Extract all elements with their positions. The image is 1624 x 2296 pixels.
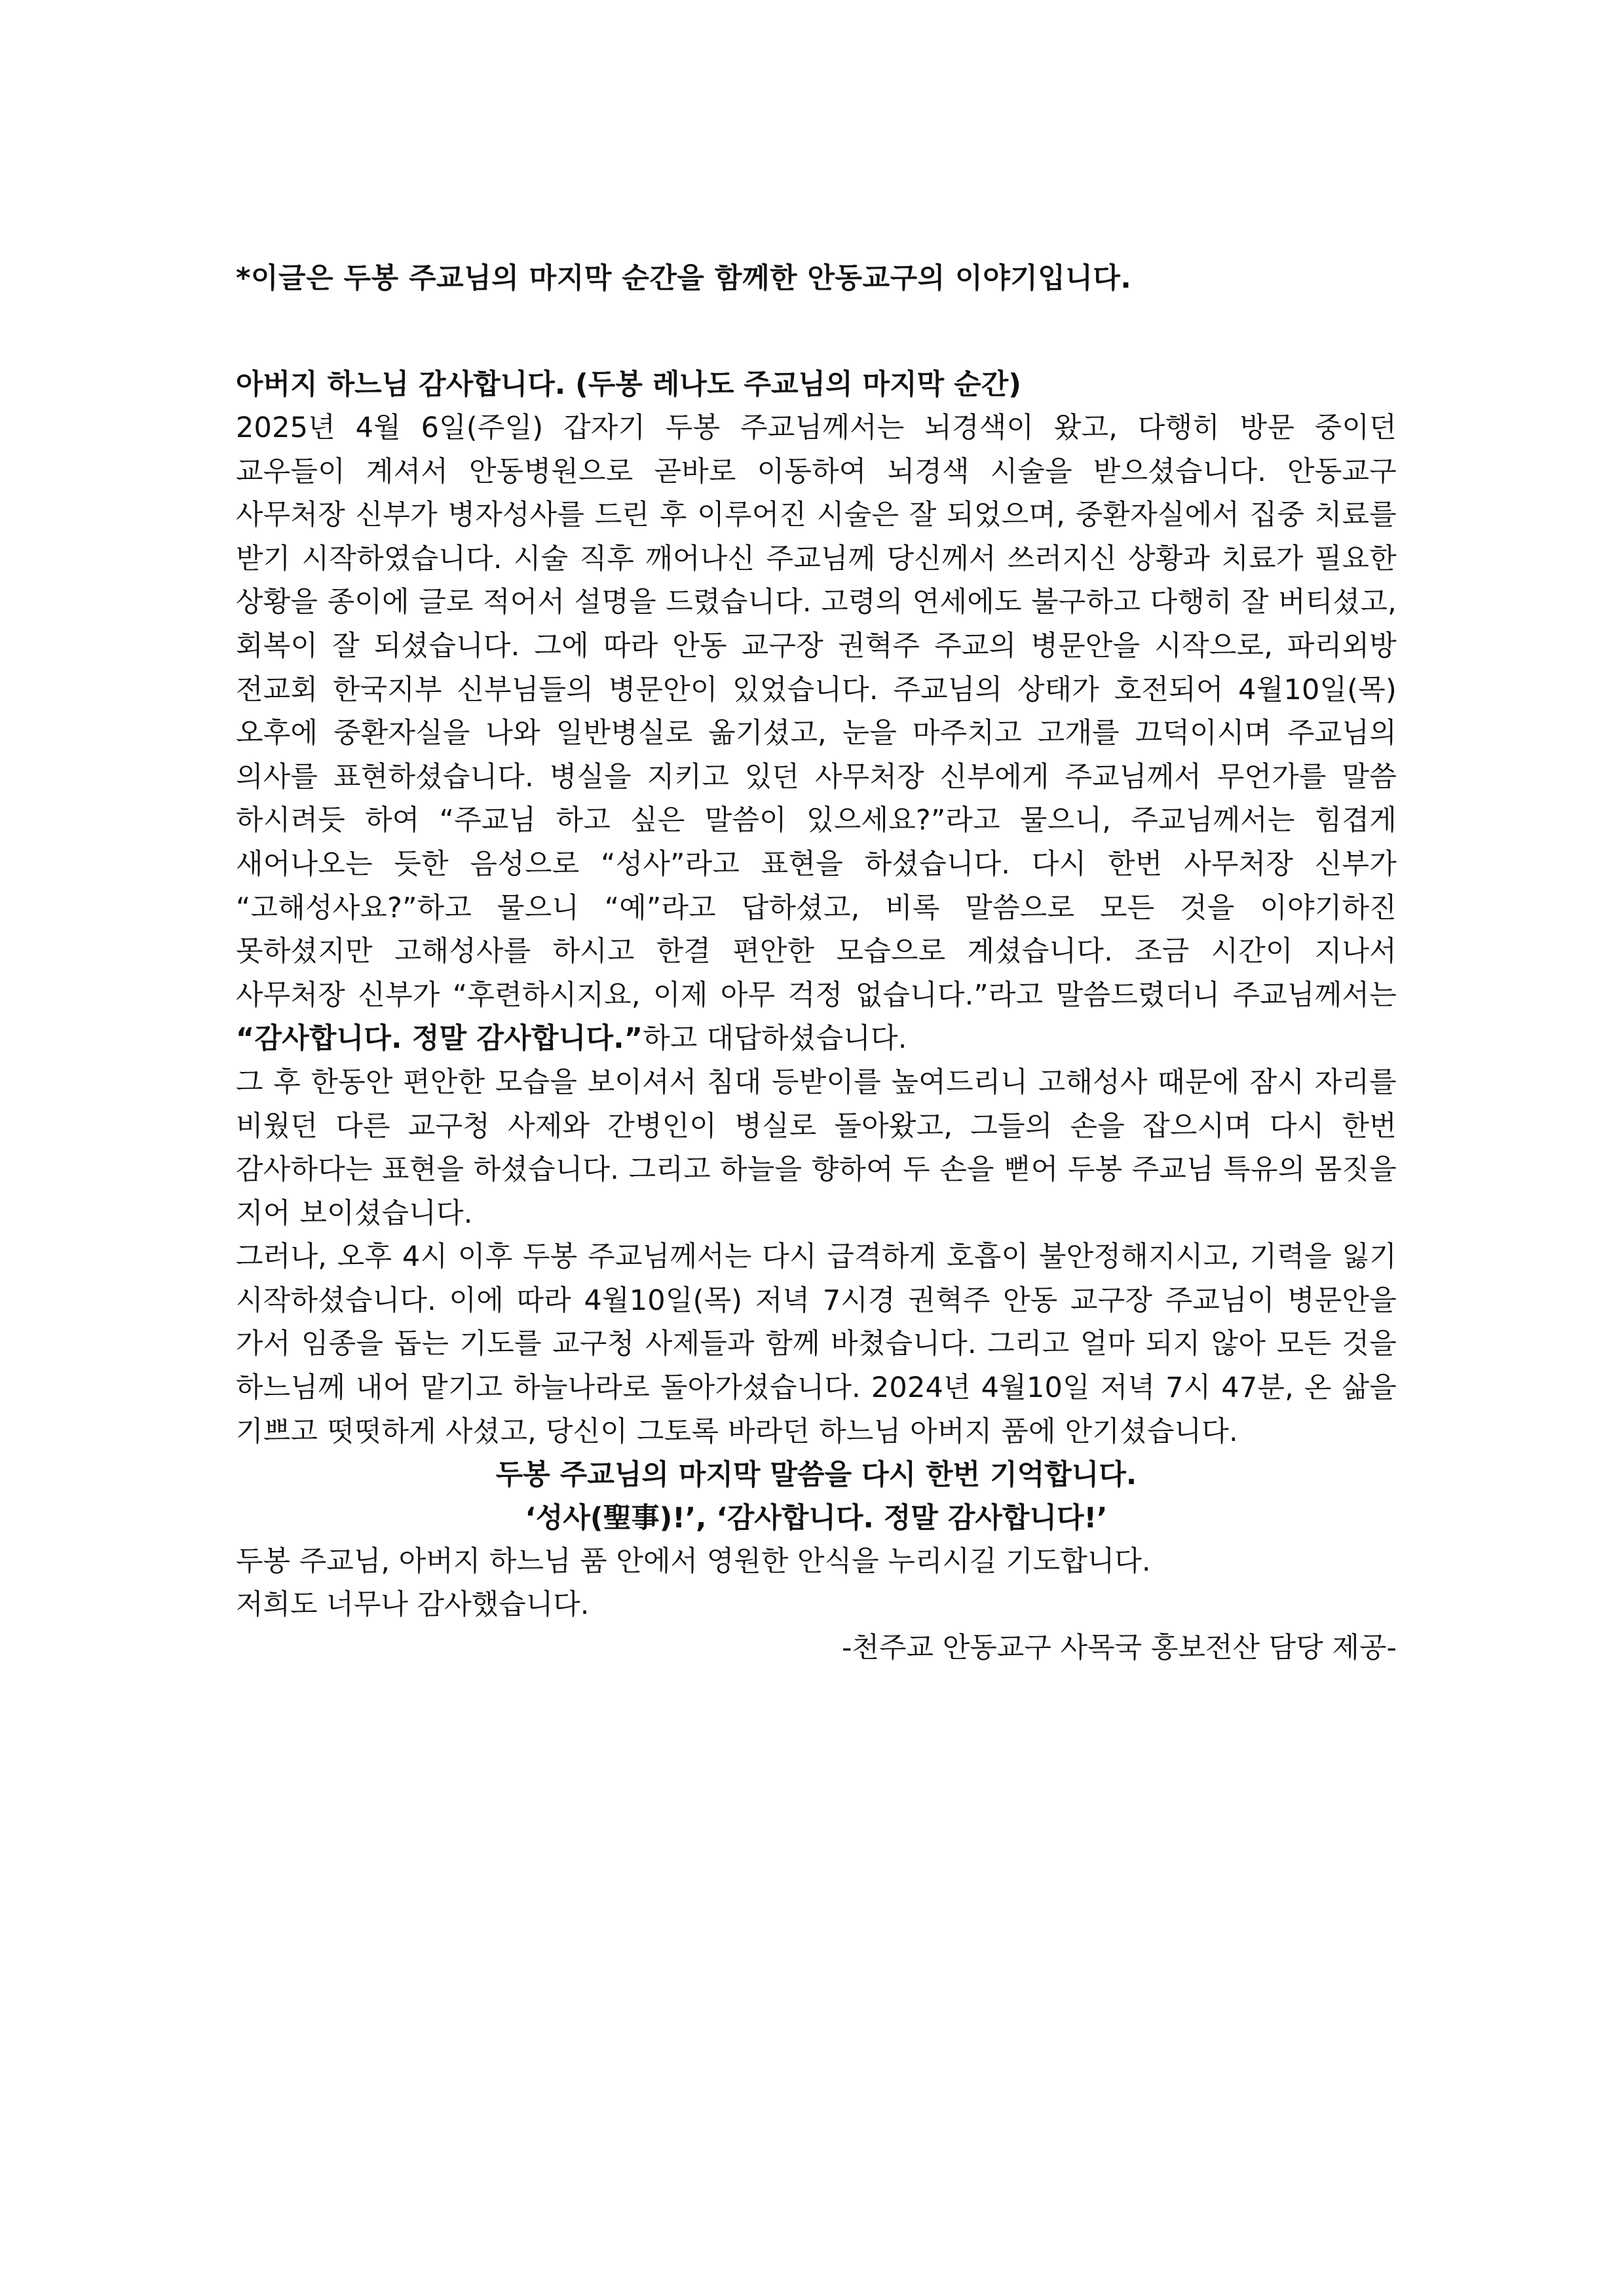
closing-thanks: 저희도 너무나 감사했습니다. [236, 1588, 590, 1622]
article-title: 아버지 하느님 감사합니다. (두봉 레나도 주교님의 마지막 순간) [236, 368, 1021, 401]
paragraph-1-tail: 하고 대답하셨습니다. [643, 1022, 907, 1056]
source-credit: -천주교 안동교구 사목국 홍보전산 담당 제공- [841, 1632, 1397, 1665]
paragraph-1-text: 2025년 4월 6일(주일) 갑자기 두봉 주교님께서는 뇌경색이 왔고, 다행히 방문 중이던 교우들이 계셔서 안동병원으로 곧바로 이동하여 뇌경색 시술을 받으셨습니다. 안동교구 사무처장 신부가 병자성사를 드린 후 이루어진 시술은 잘 되었으며, 중환자실에서 집중 치료를 받기 시작하였습니다. 시술 직후 깨어나신 주교님께 당신께서 쓰러지신 상황과 치료가 필요한 상황을 종이에 글로 적어서 설명을 드렸습니다. 고령의 연세에도 불구하고 다행히 잘 버티셨고, 회복이 잘 되셨습니다. 그에 따라 안동 교구장 권혁주 주교의 병문안을 시작으로, 파리외방 전교회 한국지부 신부님들의 병문안이 있었습니다. 주교님의 상태가 호전되어 4월10일(목) 오후에 중환자실을 나와 일반병실로 옮기셨고, 눈을 마주치고 고개를 끄덕이시며 주교님의 의사를 표현하셨습니다. 병실을 지키고 있던 사무처장 신부에게 주교님께서 무언가를 말씀 하시려듯 하여 “주교님 하고 싶은 말씀이 있으세요?”라고 물으니, 주교님께서는 힘겹게 새어나오는 듯한 음성으로 “성사”라고 표현을 하셨습니다. 다시 한번 사무처장 신부가 “고해성사요?”하고 물으니 “예”라고 답하셨고, 비록 말씀으로 모든 것을 이야기하진 못하셨지만 고해성사를 하시고 한결 편안한 모습으로 계셨습니다. 조금 시간이 지나서 사무처장 신부가 “후련하시지요, 이제 아무 걱정 없습니다.”라고 말씀드렸더니 주교님께서는 [236, 411, 1397, 1012]
intro-note: *이글은 두봉 주교님의 마지막 순간을 함께한 안동교구의 이야기입니다. [236, 262, 1132, 295]
paragraph-1 [236, 406, 1397, 1061]
paragraph-3: 그러나, 오후 4시 이후 두봉 주교님께서는 다시 급격하게 호흡이 불안정해지시고, 기력을 잃기 시작하셨습니다. 이에 따라 4월10일(목) 저녁 7시경 권혁주 안동 교구장 주교님이 병문안을 가서 임종을 돕는 기도를 교구청 사제들과 함께 바쳤습니다. 그리고 얼마 되지 않아 모든 것을 하느님께 내어 맡기고 하늘나라로 돌아가셨습니다. 2024년 4월10일 저녁 7시 47분, 온 삶을 기쁘고 떳떳하게 사셨고, 당신이 그토록 바라던 하느님 아버지 품에 안기셨습니다. [236, 1240, 1397, 1448]
remembrance-line: 두봉 주교님의 마지막 말씀을 다시 한번 기억합니다. [495, 1459, 1137, 1492]
paragraph-1-bold-quote: “감사합니다. 정말 감사합니다.” [236, 1022, 643, 1056]
last-words-quote: ‘성사(聖事)!’, ‘감사합니다. 정말 감사합니다!’ [525, 1502, 1108, 1535]
paragraph-2: 그 후 한동안 편안한 모습을 보이셔서 침대 등받이를 높여드리니 고해성사 때문에 잠시 자리를 비웠던 다른 교구청 사제와 간병인이 병실로 돌아왔고, 그들의 손을 잡으시며 다시 한번 감사하다는 표현을 하셨습니다. 그리고 하늘을 향하여 두 손을 뻗어 두봉 주교님 특유의 몸짓을 지어 보이셨습니다. [236, 1065, 1397, 1230]
closing-prayer: 두봉 주교님, 아버지 하느님 품 안에서 영원한 안식을 누리시길 기도합니다. [236, 1545, 1151, 1578]
document-page [236, 257, 1397, 1670]
